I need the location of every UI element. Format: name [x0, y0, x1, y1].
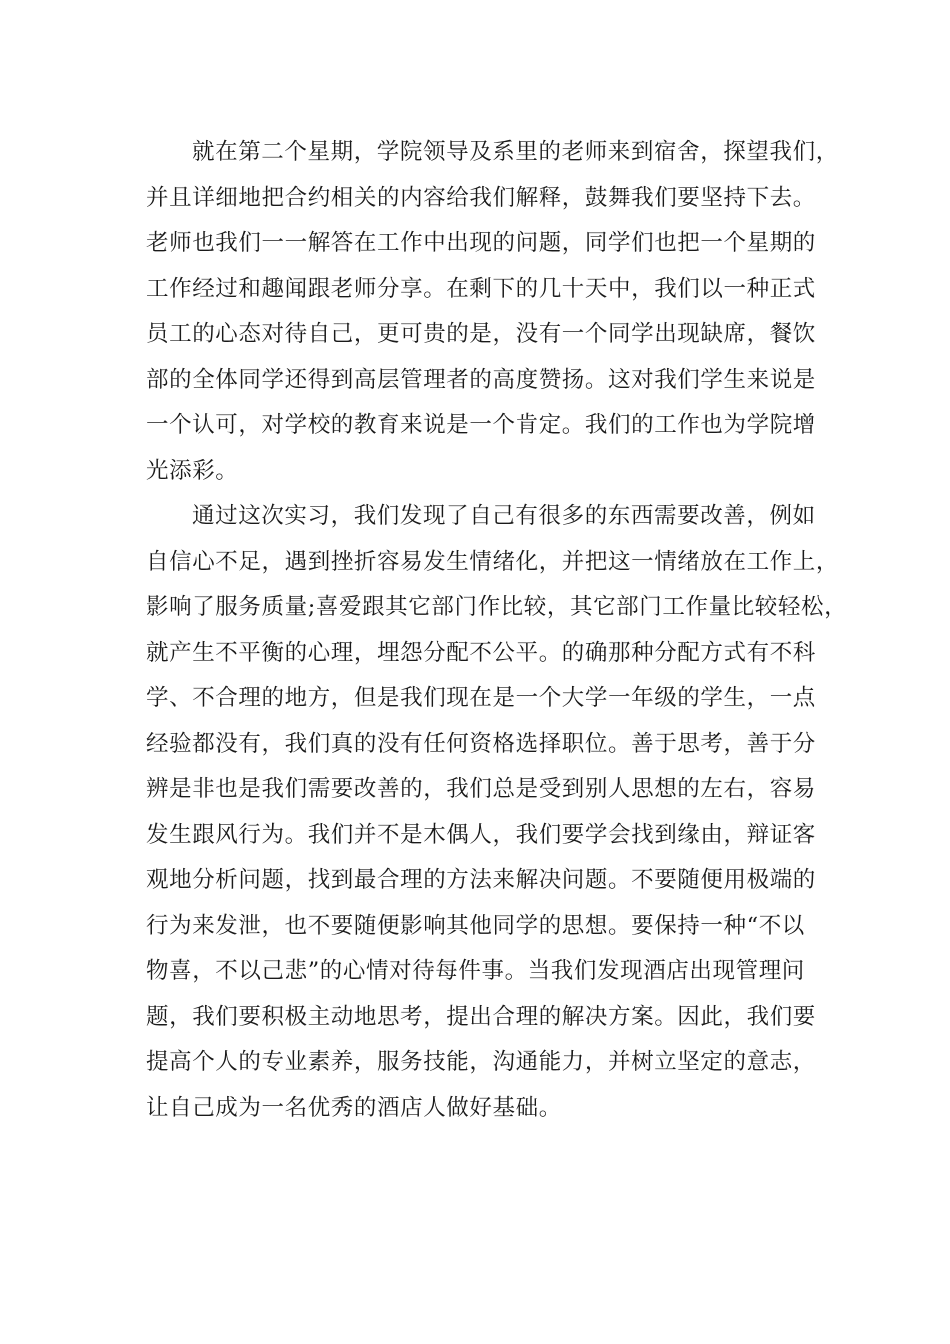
paragraph-line: 员工的心态对待自己，更可贵的是，没有一个同学出现缺席，餐饮 — [146, 321, 816, 347]
paragraph-line: 学、不合理的地方，但是我们现在是一个大学一年级的学生，一点 — [146, 685, 816, 711]
paragraph-line: 物喜，不以己悲”的心情对待每件事。当我们发现酒店出现管理问 — [146, 958, 805, 984]
paragraph-line: 光添彩。 — [146, 457, 239, 484]
paragraph-line: 行为来发泄，也不要随便影响其他同学的思想。要保持一种“不以 — [146, 912, 805, 939]
paragraph-line: 通过这次实习，我们发现了自己有很多的东西需要改善，例如 — [192, 503, 816, 529]
document-body — [146, 130, 846, 1131]
paragraph-line: 部的全体同学还得到高层管理者的高度赞扬。这对我们学生来说是 — [146, 366, 816, 393]
paragraph-line: 就在第二个星期，学院领导及系里的老师来到宿舍，探望我们， — [192, 139, 839, 165]
paragraph-line: 自信心不足，遇到挫折容易发生情绪化，并把这一情绪放在工作上， — [146, 548, 840, 575]
paragraph-line: 让自己成为一名优秀的酒店人做好基础。 — [146, 1094, 562, 1121]
paragraph-1 — [146, 130, 846, 494]
paragraph-line: 发生跟风行为。我们并不是木偶人，我们要学会找到缘由，辩证客 — [146, 821, 816, 848]
paragraph-2 — [146, 494, 846, 1131]
paragraph-line: 一个认可，对学校的教育来说是一个肯定。我们的工作也为学院增 — [146, 412, 816, 438]
paragraph-line: 就产生不平衡的心理，埋怨分配不公平。的确那种分配方式有不科 — [146, 639, 816, 666]
paragraph-line: 影响了服务质量;喜爱跟其它部门作比较，其它部门工作量比较轻松， — [146, 594, 848, 620]
paragraph-line: 题，我们要积极主动地思考，提出合理的解决方案。因此，我们要 — [146, 1003, 816, 1030]
paragraph-line: 并且详细地把合约相关的内容给我们解释，鼓舞我们要坚持下去。 — [146, 184, 816, 211]
paragraph-line: 辨是非也是我们需要改善的，我们总是受到别人思想的左右，容易 — [146, 776, 816, 802]
paragraph-line: 老师也我们一一解答在工作中出现的问题，同学们也把一个星期的 — [146, 230, 816, 256]
paragraph-line: 观地分析问题，找到最合理的方法来解决问题。不要随便用极端的 — [146, 867, 816, 893]
paragraph-line: 工作经过和趣闻跟老师分享。在剩下的几十天中，我们以一种正式 — [146, 275, 816, 302]
paragraph-line: 提高个人的专业素养，服务技能，沟通能力，并树立坚定的意志， — [146, 1049, 816, 1075]
paragraph-line: 经验都没有，我们真的没有任何资格选择职位。善于思考，善于分 — [146, 730, 816, 757]
